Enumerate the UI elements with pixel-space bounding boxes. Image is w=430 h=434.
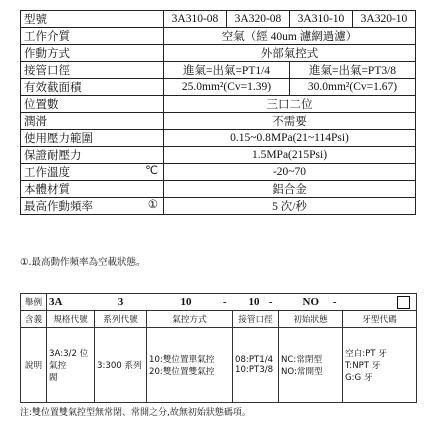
example-dash: - <box>332 296 337 308</box>
spec-label: 位置數 <box>21 96 164 113</box>
example-initial-cell <box>279 294 343 311</box>
spec-label: 有效截面積 <box>21 79 164 96</box>
description-row <box>21 328 417 403</box>
spec-value: 1.5MPa(215Psi) <box>164 147 416 164</box>
order-code-table <box>20 293 417 403</box>
spec-row <box>21 147 416 164</box>
spec-row <box>21 130 416 147</box>
example-port: 10 <box>248 296 260 308</box>
spec-value: 外部氣控式 <box>164 45 416 62</box>
blank-box-icon <box>397 296 410 309</box>
spec-label-cell <box>21 198 164 215</box>
model-3a310-10: 3A310-10 <box>290 11 353 28</box>
spec-row <box>21 45 416 62</box>
spec-value: 鋁合金 <box>164 181 416 198</box>
spec-row <box>21 181 416 198</box>
spec-row <box>21 164 416 181</box>
spec-label-cell <box>21 164 164 181</box>
spec-label: 接管口徑 <box>21 62 164 79</box>
control-mode-desc: 10:雙位置單氣控 20:雙位置雙氣控 <box>147 328 233 403</box>
initial-state-desc: NC:常閉型 NO:常開型 <box>279 328 343 403</box>
spec-label: 工作介質 <box>21 28 164 45</box>
spec-value: 5 次/秒 <box>164 198 416 215</box>
spec-row <box>21 62 416 79</box>
example-series: 3 <box>95 294 147 311</box>
example-initial: NO <box>302 296 319 308</box>
model-label: 型號 <box>21 11 164 28</box>
spec-table <box>20 10 416 215</box>
header-cell: 系列代號 <box>95 311 147 328</box>
spec-row <box>21 198 416 215</box>
description-label: 說明 <box>21 328 47 403</box>
spec-row <box>21 96 416 113</box>
spec-value: 不需要 <box>164 113 416 130</box>
spec-label: 保證耐壓力 <box>21 147 164 164</box>
celsius-unit: ℃ <box>145 163 158 177</box>
spec-code-desc: 3A:3/2 位 氣控 閥 <box>47 328 95 403</box>
spec-footnote: ①.最高動作頻率為空載狀態。 <box>20 257 146 268</box>
spec-label: 潤滑 <box>21 113 164 130</box>
example-control: 10 <box>180 296 192 308</box>
model-3a320-10: 3A320-10 <box>353 11 416 28</box>
spec-label: 作動方式 <box>21 45 164 62</box>
thread-code-desc: 空白:PT 牙 T:NPT 牙 G:G 牙 <box>343 328 417 403</box>
spec-label: 本體材質 <box>21 181 164 198</box>
spec-value-left: 進氣=出氣=PT1/4 <box>164 62 290 79</box>
spec-label: 最高作動頻率 <box>24 199 93 213</box>
example-dash: - <box>222 296 227 308</box>
spec-value-right: 進氣=出氣=PT3/8 <box>290 62 416 79</box>
footnote-marker: ① <box>147 197 158 211</box>
spec-value: 空氣（經 40um 濾網過濾） <box>164 28 416 45</box>
spec-row <box>21 79 416 96</box>
header-cell: 規格代號 <box>47 311 95 328</box>
spec-value: 0.15~0.8MPa(21~114Psi) <box>164 130 416 147</box>
spec-label: 工作溫度 <box>24 165 70 179</box>
model-row <box>21 11 416 28</box>
example-label: 舉例 <box>21 294 47 311</box>
model-3a320-08: 3A320-08 <box>227 11 290 28</box>
example-port-cell <box>233 294 279 311</box>
header-cell: 含義 <box>21 311 47 328</box>
port-size-desc: 08:PT1/4 10:PT3/8 <box>233 328 279 403</box>
header-row <box>21 311 417 328</box>
header-cell: 牙型代碼 <box>343 311 417 328</box>
model-3a310-08: 3A310-08 <box>164 11 227 28</box>
example-thread-cell <box>343 294 417 311</box>
example-code: 3A <box>47 294 95 311</box>
spec-value: 三口二位 <box>164 96 416 113</box>
header-cell: 氣控方式 <box>147 311 233 328</box>
example-control-cell <box>147 294 233 311</box>
spec-row <box>21 113 416 130</box>
spec-value: -20~70 <box>164 164 416 181</box>
spec-row <box>21 28 416 45</box>
example-dash: - <box>268 296 273 308</box>
header-cell: 初始狀態 <box>279 311 343 328</box>
series-code-desc: 3:300 系列 <box>95 328 147 403</box>
spec-value-right: 30.0mm²(Cv=1.67) <box>290 79 416 96</box>
example-row <box>21 294 417 311</box>
header-cell: 接管口徑 <box>233 311 279 328</box>
order-footnote: 注:雙位置雙氣控型無常閉、常開之分,故無初始狀態碼項。 <box>20 408 251 418</box>
spec-value-left: 25.0mm²(Cv=1.39) <box>164 79 290 96</box>
spec-label: 使用壓力範圍 <box>21 130 164 147</box>
